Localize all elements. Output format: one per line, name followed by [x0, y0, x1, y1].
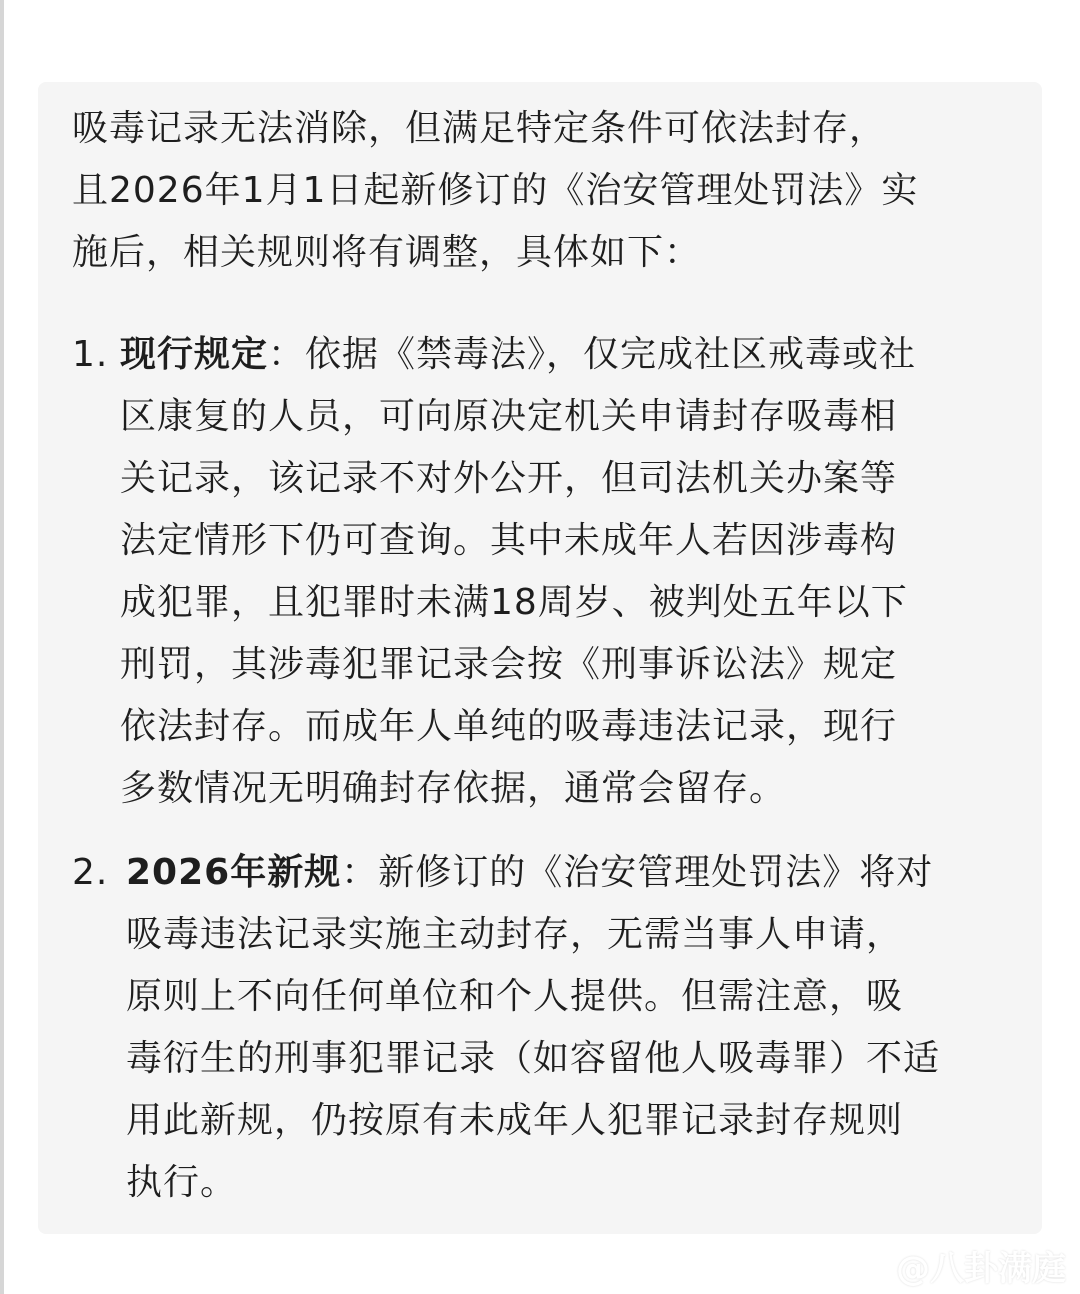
list-item-line: 法定情形下仍可查询。其中未成年人若因涉毒构 — [120, 520, 898, 561]
intro-line: 吸毒记录无法消除，但满足特定条件可依法封存， — [72, 108, 887, 149]
list-item-term: 2026年新规 — [126, 852, 342, 893]
left-border-rule — [0, 0, 4, 1294]
list-item-line: 原则上不向任何单位和个人提供。但需注意，吸 — [126, 976, 904, 1017]
list-item-line: 依法封存。而成年人单纯的吸毒违法记录，现行 — [120, 706, 898, 747]
list-item-line: 执行。 — [126, 1162, 238, 1203]
list-item-number: 2. — [72, 852, 109, 893]
list-item-line: 多数情况无明确封存依据，通常会留存。 — [120, 768, 787, 809]
list-item-current-rules — [72, 324, 1022, 820]
list-item-term: 现行规定 — [120, 334, 269, 375]
watermark — [852, 1240, 1066, 1290]
list-item-first-line — [72, 324, 1022, 386]
list-item-line: 毒衍生的刑事犯罪记录（如容留他人吸毒罪）不适 — [126, 1038, 941, 1079]
list-item-text: ：依据《禁毒法》，仅完成社区戒毒或社 — [268, 334, 917, 375]
list-item-line: 成犯罪，且犯罪时未满18周岁、被判处五年以下 — [120, 582, 908, 623]
list-item-line: 区康复的人员，可向原决定机关申请封存吸毒相 — [120, 396, 898, 437]
list-item-first-line — [72, 842, 1022, 904]
intro-line: 且2026年1月1日起新修订的《治安管理处罚法》实 — [72, 170, 919, 211]
intro-paragraph — [72, 98, 1032, 284]
weibo-logo-icon — [852, 1246, 890, 1284]
list-item-text: ：新修订的《治安管理处罚法》将对 — [341, 852, 934, 893]
list-item-number: 1. — [72, 334, 109, 375]
list-item-line: 刑罚，其涉毒犯罪记录会按《刑事诉讼法》规定 — [120, 644, 898, 685]
list-item-new-rules-2026 — [72, 842, 1022, 1214]
intro-line: 施后，相关规则将有调整，具体如下： — [72, 232, 702, 273]
list-item-line: 用此新规，仍按原有未成年人犯罪记录封存规则 — [126, 1100, 904, 1141]
list-item-line: 吸毒违法记录实施主动封存，无需当事人申请， — [126, 914, 904, 955]
list-item-line: 关记录，该记录不对外公开，但司法机关办案等 — [120, 458, 898, 499]
watermark-text: @八卦满庭 — [896, 1248, 1066, 1289]
